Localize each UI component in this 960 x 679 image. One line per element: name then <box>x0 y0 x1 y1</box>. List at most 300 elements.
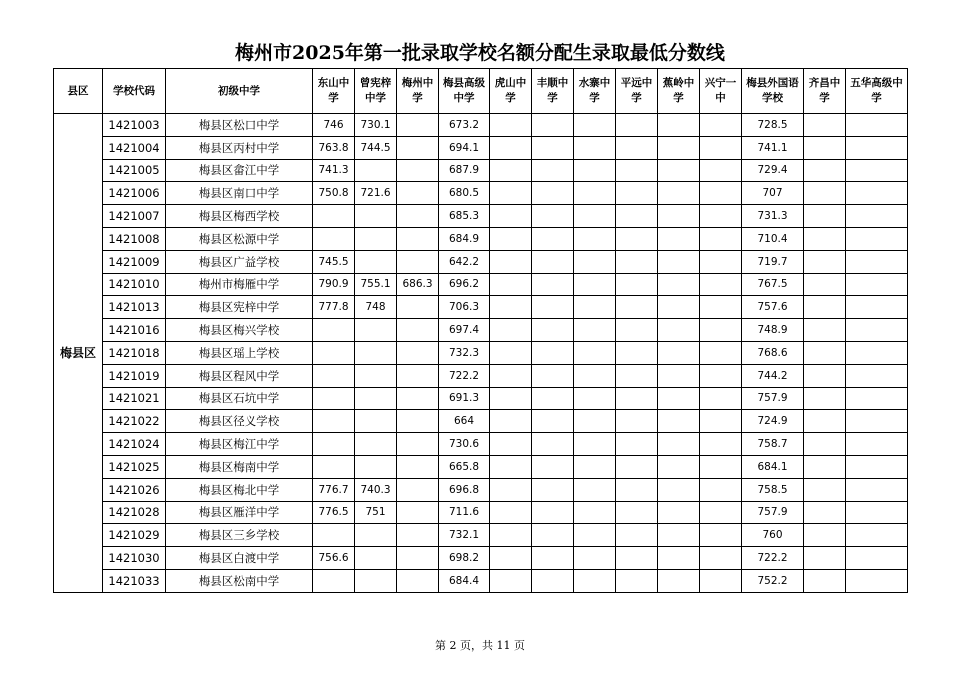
score-cell <box>700 341 742 364</box>
junior-school-cell: 梅县区丙村中学 <box>166 136 313 159</box>
score-cell <box>804 296 846 319</box>
table-row <box>54 136 908 159</box>
score-cell: 729.4 <box>742 159 804 182</box>
score-cell <box>616 205 658 228</box>
score-cell <box>313 227 355 250</box>
score-cell <box>574 410 616 433</box>
score-cell <box>804 501 846 524</box>
score-cell <box>355 455 397 478</box>
column-header: 初级中学 <box>166 69 313 114</box>
score-cell <box>616 501 658 524</box>
score-cell <box>658 501 700 524</box>
score-cell: 728.5 <box>742 114 804 137</box>
score-cell <box>616 547 658 570</box>
score-cell <box>700 501 742 524</box>
score-cell <box>700 433 742 456</box>
column-header: 齐昌中学 <box>804 69 846 114</box>
score-cell <box>490 205 532 228</box>
school-code-cell: 1421028 <box>103 501 166 524</box>
table-row <box>54 341 908 364</box>
score-cell <box>532 250 574 273</box>
school-code-cell: 1421021 <box>103 387 166 410</box>
score-cell: 767.5 <box>742 273 804 296</box>
score-cell <box>397 136 439 159</box>
junior-school-cell: 梅县区梅兴学校 <box>166 319 313 342</box>
score-cell <box>846 524 908 547</box>
score-cell <box>846 296 908 319</box>
score-cell <box>846 341 908 364</box>
score-cell <box>700 250 742 273</box>
score-cell <box>355 410 397 433</box>
score-cell <box>700 182 742 205</box>
score-cell: 777.8 <box>313 296 355 319</box>
score-cell <box>804 410 846 433</box>
score-cell <box>397 478 439 501</box>
table-row <box>54 569 908 592</box>
score-cell <box>355 319 397 342</box>
score-cell <box>700 296 742 319</box>
table-row <box>54 114 908 137</box>
score-cell <box>616 136 658 159</box>
score-cell <box>658 387 700 410</box>
score-cell <box>313 364 355 387</box>
score-cell <box>658 296 700 319</box>
school-code-cell: 1421024 <box>103 433 166 456</box>
score-cell <box>532 227 574 250</box>
score-cell <box>490 296 532 319</box>
score-cell <box>355 205 397 228</box>
score-cell: 722.2 <box>742 547 804 570</box>
table-row <box>54 296 908 319</box>
score-cell <box>574 569 616 592</box>
junior-school-cell: 梅县区宪梓中学 <box>166 296 313 319</box>
score-cell <box>658 547 700 570</box>
score-cell <box>804 159 846 182</box>
score-cell <box>355 250 397 273</box>
score-cell <box>658 455 700 478</box>
score-cell <box>700 273 742 296</box>
score-cell <box>574 319 616 342</box>
score-cell <box>532 410 574 433</box>
score-cell <box>616 364 658 387</box>
score-cell <box>846 114 908 137</box>
score-cell: 740.3 <box>355 478 397 501</box>
school-code-cell: 1421022 <box>103 410 166 433</box>
score-cell <box>658 136 700 159</box>
score-cell <box>313 410 355 433</box>
score-cell <box>574 433 616 456</box>
score-cell <box>532 364 574 387</box>
score-cell <box>313 205 355 228</box>
score-cell <box>355 227 397 250</box>
score-cell <box>846 159 908 182</box>
junior-school-cell: 梅县区松口中学 <box>166 114 313 137</box>
score-cell <box>658 114 700 137</box>
score-cell: 731.3 <box>742 205 804 228</box>
column-header: 五华高级中学 <box>846 69 908 114</box>
score-cell: 696.2 <box>439 273 490 296</box>
table-row <box>54 478 908 501</box>
score-cell <box>490 273 532 296</box>
score-cell: 686.3 <box>397 273 439 296</box>
score-cell <box>397 364 439 387</box>
junior-school-cell: 梅县区梅南中学 <box>166 455 313 478</box>
score-cell <box>616 114 658 137</box>
score-cell <box>804 182 846 205</box>
table-row <box>54 205 908 228</box>
score-cell <box>700 319 742 342</box>
score-cell <box>313 433 355 456</box>
junior-school-cell: 梅县区程风中学 <box>166 364 313 387</box>
score-cell: 741.3 <box>313 159 355 182</box>
school-code-cell: 1421033 <box>103 569 166 592</box>
score-cell <box>846 319 908 342</box>
score-cell: 707 <box>742 182 804 205</box>
score-cell: 665.8 <box>439 455 490 478</box>
score-cell <box>700 205 742 228</box>
score-cell <box>846 433 908 456</box>
score-cell <box>574 159 616 182</box>
score-cell <box>490 319 532 342</box>
score-cell <box>616 182 658 205</box>
score-cell <box>490 159 532 182</box>
score-cell <box>355 341 397 364</box>
school-code-cell: 1421018 <box>103 341 166 364</box>
score-cell <box>700 524 742 547</box>
score-cell: 732.3 <box>439 341 490 364</box>
score-cell: 694.1 <box>439 136 490 159</box>
school-code-cell: 1421007 <box>103 205 166 228</box>
junior-school-cell: 梅县区梅北中学 <box>166 478 313 501</box>
column-header: 梅县外国语学校 <box>742 69 804 114</box>
score-cell <box>397 455 439 478</box>
score-cell <box>574 364 616 387</box>
junior-school-cell: 梅州市梅雁中学 <box>166 273 313 296</box>
score-cell <box>846 569 908 592</box>
score-cell <box>490 433 532 456</box>
score-cell <box>804 136 846 159</box>
score-cell <box>700 455 742 478</box>
school-code-cell: 1421005 <box>103 159 166 182</box>
score-cell <box>846 136 908 159</box>
score-cell: 750.8 <box>313 182 355 205</box>
score-cell <box>532 547 574 570</box>
school-code-cell: 1421030 <box>103 547 166 570</box>
score-cell: 642.2 <box>439 250 490 273</box>
score-cell: 711.6 <box>439 501 490 524</box>
score-cell <box>804 387 846 410</box>
score-cell <box>397 433 439 456</box>
score-cell <box>700 364 742 387</box>
score-cell <box>397 227 439 250</box>
column-header: 梅县高级中学 <box>439 69 490 114</box>
score-cell: 673.2 <box>439 114 490 137</box>
table-row <box>54 250 908 273</box>
score-cell <box>804 205 846 228</box>
score-cell <box>700 136 742 159</box>
score-cell <box>658 341 700 364</box>
score-cell: 752.2 <box>742 569 804 592</box>
column-header: 丰顺中学 <box>532 69 574 114</box>
score-cell <box>804 319 846 342</box>
score-cell: 691.3 <box>439 387 490 410</box>
score-cell <box>490 455 532 478</box>
score-cell <box>616 433 658 456</box>
score-cell <box>804 364 846 387</box>
score-cell <box>658 478 700 501</box>
score-cell <box>616 227 658 250</box>
score-cell <box>397 387 439 410</box>
column-header: 水寨中学 <box>574 69 616 114</box>
junior-school-cell: 梅县区南口中学 <box>166 182 313 205</box>
score-cell: 751 <box>355 501 397 524</box>
score-cell <box>490 478 532 501</box>
score-cell <box>490 569 532 592</box>
score-cell <box>658 569 700 592</box>
score-cell <box>397 319 439 342</box>
score-cell <box>490 364 532 387</box>
score-cell: 741.1 <box>742 136 804 159</box>
table-row <box>54 182 908 205</box>
score-cell <box>532 433 574 456</box>
score-table <box>53 68 908 593</box>
junior-school-cell: 梅县区广益学校 <box>166 250 313 273</box>
score-cell: 722.2 <box>439 364 490 387</box>
score-cell: 687.9 <box>439 159 490 182</box>
score-cell: 748 <box>355 296 397 319</box>
score-cell <box>574 341 616 364</box>
score-cell: 684.1 <box>742 455 804 478</box>
score-cell <box>313 341 355 364</box>
column-header: 东山中学 <box>313 69 355 114</box>
score-cell <box>397 296 439 319</box>
score-cell <box>574 478 616 501</box>
junior-school-cell: 梅县区径义学校 <box>166 410 313 433</box>
score-cell <box>490 227 532 250</box>
score-cell <box>397 182 439 205</box>
junior-school-cell: 梅县区瑶上学校 <box>166 341 313 364</box>
score-cell: 684.9 <box>439 227 490 250</box>
score-cell <box>397 501 439 524</box>
score-cell <box>574 501 616 524</box>
score-cell <box>490 114 532 137</box>
score-cell <box>313 524 355 547</box>
junior-school-cell: 梅县区松源中学 <box>166 227 313 250</box>
score-cell <box>355 433 397 456</box>
score-cell: 697.4 <box>439 319 490 342</box>
score-cell <box>616 478 658 501</box>
school-code-cell: 1421029 <box>103 524 166 547</box>
score-cell <box>846 364 908 387</box>
school-code-cell: 1421003 <box>103 114 166 137</box>
column-header: 县区 <box>54 69 103 114</box>
score-cell: 763.8 <box>313 136 355 159</box>
score-cell <box>846 250 908 273</box>
junior-school-cell: 梅县区畲江中学 <box>166 159 313 182</box>
score-cell <box>616 387 658 410</box>
score-cell <box>804 433 846 456</box>
score-cell <box>355 159 397 182</box>
score-cell <box>532 341 574 364</box>
score-cell <box>532 273 574 296</box>
score-cell: 757.9 <box>742 501 804 524</box>
score-cell <box>490 182 532 205</box>
score-cell: 755.1 <box>355 273 397 296</box>
table-row <box>54 410 908 433</box>
district-cell: 梅县区 <box>54 114 103 593</box>
score-cell <box>616 455 658 478</box>
column-header: 虎山中学 <box>490 69 532 114</box>
score-cell <box>397 114 439 137</box>
score-cell <box>804 273 846 296</box>
score-cell <box>616 319 658 342</box>
table-row <box>54 364 908 387</box>
score-cell <box>397 569 439 592</box>
score-cell <box>574 227 616 250</box>
score-cell <box>313 569 355 592</box>
score-cell <box>574 250 616 273</box>
score-cell <box>574 455 616 478</box>
score-cell <box>490 387 532 410</box>
column-header: 曾宪梓中学 <box>355 69 397 114</box>
score-cell: 758.7 <box>742 433 804 456</box>
table-row <box>54 433 908 456</box>
score-cell <box>804 478 846 501</box>
page-footer: 第 2 页，共 11 页 <box>435 639 525 652</box>
score-cell <box>574 547 616 570</box>
score-cell <box>658 410 700 433</box>
score-cell <box>532 524 574 547</box>
score-cell <box>658 182 700 205</box>
score-cell <box>700 478 742 501</box>
score-cell <box>700 547 742 570</box>
score-cell <box>700 114 742 137</box>
column-header: 蕉岭中学 <box>658 69 700 114</box>
school-code-cell: 1421026 <box>103 478 166 501</box>
score-cell: 730.1 <box>355 114 397 137</box>
score-cell <box>700 159 742 182</box>
score-cell: 719.7 <box>742 250 804 273</box>
score-cell <box>355 524 397 547</box>
score-cell <box>490 524 532 547</box>
junior-school-cell: 梅县区梅江中学 <box>166 433 313 456</box>
score-cell <box>574 296 616 319</box>
score-cell: 744.5 <box>355 136 397 159</box>
score-cell <box>532 296 574 319</box>
score-cell <box>532 159 574 182</box>
score-cell <box>532 136 574 159</box>
score-cell: 696.8 <box>439 478 490 501</box>
score-cell <box>574 387 616 410</box>
table-row <box>54 455 908 478</box>
school-code-cell: 1421013 <box>103 296 166 319</box>
score-cell <box>700 227 742 250</box>
score-cell <box>846 501 908 524</box>
score-cell: 664 <box>439 410 490 433</box>
score-cell: 745.5 <box>313 250 355 273</box>
score-cell <box>574 205 616 228</box>
score-cell <box>574 136 616 159</box>
score-cell <box>574 182 616 205</box>
score-cell <box>846 205 908 228</box>
score-cell <box>532 387 574 410</box>
score-cell <box>490 136 532 159</box>
score-cell: 776.5 <box>313 501 355 524</box>
score-cell: 757.6 <box>742 296 804 319</box>
score-cell <box>846 410 908 433</box>
score-cell <box>574 524 616 547</box>
score-cell <box>355 364 397 387</box>
score-cell <box>658 273 700 296</box>
score-cell <box>313 455 355 478</box>
table-row <box>54 273 908 296</box>
score-cell <box>616 341 658 364</box>
score-cell <box>616 410 658 433</box>
score-cell: 768.6 <box>742 341 804 364</box>
score-cell <box>532 501 574 524</box>
score-cell <box>846 455 908 478</box>
score-cell <box>490 250 532 273</box>
score-cell <box>616 273 658 296</box>
score-cell <box>532 455 574 478</box>
score-cell: 724.9 <box>742 410 804 433</box>
score-cell <box>616 524 658 547</box>
score-cell <box>804 341 846 364</box>
score-cell <box>532 114 574 137</box>
junior-school-cell: 梅县区三乡学校 <box>166 524 313 547</box>
junior-school-cell: 梅县区石坑中学 <box>166 387 313 410</box>
school-code-cell: 1421008 <box>103 227 166 250</box>
school-code-cell: 1421025 <box>103 455 166 478</box>
score-cell <box>846 227 908 250</box>
table-row <box>54 524 908 547</box>
score-cell <box>490 501 532 524</box>
score-cell <box>700 410 742 433</box>
score-cell <box>532 569 574 592</box>
score-cell <box>490 547 532 570</box>
score-cell <box>532 478 574 501</box>
score-cell: 684.4 <box>439 569 490 592</box>
score-cell: 744.2 <box>742 364 804 387</box>
score-cell <box>397 410 439 433</box>
score-cell: 757.9 <box>742 387 804 410</box>
score-cell: 706.3 <box>439 296 490 319</box>
column-header: 梅州中学 <box>397 69 439 114</box>
table-row <box>54 319 908 342</box>
score-cell <box>532 319 574 342</box>
score-cell <box>397 250 439 273</box>
score-cell <box>804 569 846 592</box>
score-cell <box>846 182 908 205</box>
score-cell <box>658 250 700 273</box>
school-code-cell: 1421009 <box>103 250 166 273</box>
table-row <box>54 227 908 250</box>
score-cell <box>846 387 908 410</box>
table-row <box>54 387 908 410</box>
score-cell <box>658 227 700 250</box>
score-cell <box>616 159 658 182</box>
score-cell <box>804 455 846 478</box>
score-cell <box>658 159 700 182</box>
score-cell: 756.6 <box>313 547 355 570</box>
score-cell <box>846 547 908 570</box>
junior-school-cell: 梅县区白渡中学 <box>166 547 313 570</box>
score-cell <box>397 341 439 364</box>
score-cell <box>846 273 908 296</box>
score-cell <box>355 569 397 592</box>
score-cell <box>397 159 439 182</box>
score-cell: 776.7 <box>313 478 355 501</box>
